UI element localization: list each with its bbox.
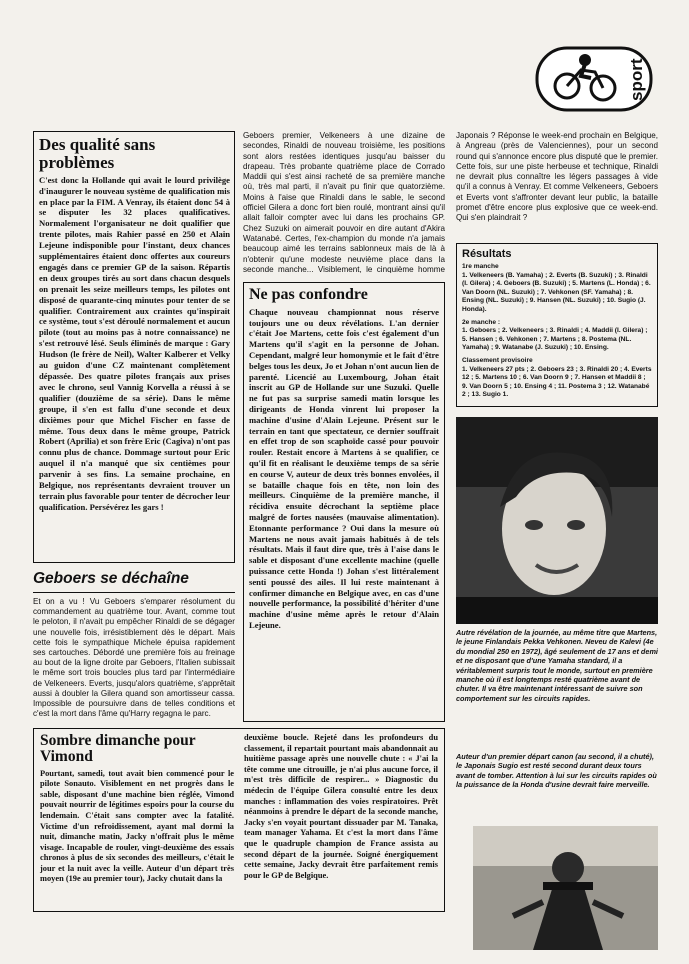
article-geboers-continued xyxy=(243,131,445,273)
caption-vehkonen: Autre révélation de la journée, au même titre que Martens, le jeune Finlandais Pekka Vehkonen. Neveu de Kalevi (4e du mondial 250 en 1972), âgé seulement de 17 ans et demi et ne disposant que d'une Yamaha standard, il a véritablement surpris tout le monde, surtout en première manche où il est longtemps resté quatrième avant de chuter. Il va être maintenant intéressant de suivre son comportement sur les circuits rapides. xyxy=(456,628,658,703)
article-body: Pourtant, samedi, tout avait bien commencé pour le pilote Sonauto. Visiblement en net progrès dans le sable, disposant d'une machine bien réglée, Vimond pouvait nourrir de légitimes espoirs pour la course du lendemain. C'était sans compter avec la fatalité. Victime d'un refroidissement, ayant mal dormi la nuit, dimanche matin, Jacky n'offrait plus le même visage. Incapable de rouler, vingt-deuxième des essais chronos à plus de six secondes des meilleurs, c'était le jour et la nuit avec la veille. Auteur d'un départ très moyen (19e au premier tour), Jacky chutait dans la xyxy=(40,768,234,884)
article-body: Et on a vu ! Vu Geboers s'emparer résolument du commandement au quatrième tour. Avant, comme tout le peloton, il n'avait pu empêcher Rinaldi de se dégager une nouvelle fois, irrésistiblement dès le départ. Mais cette fois le sympathique Michele épuisa rapidement ses cartouches. Débordé une première fois au freinage au bout de la ligne droite par Geboers, l'Italien subissait le même sort trois boucles plus tard par l'intermédiaire de Velkeneers. Everts, jusqu'alors quatrième, s'apprêtait aussi à doubler la Gilera quand son amortisseur cassa. Impossible de poursuivre dans de telles conditions et c'est la mort dans l'âme qu'Harry regagna le parc. xyxy=(33,597,235,719)
article-box-vimond xyxy=(33,728,445,912)
article-box-qualification xyxy=(33,131,235,563)
rider-portrait-icon xyxy=(456,417,658,624)
motocross-rider-icon xyxy=(473,826,658,950)
article-geboers-ending xyxy=(456,131,658,235)
article-body: Chaque nouveau championnat nous réserve toujours une ou deux révélations. L'an dernier c'était Joe Martens, cette fois c'est également d'un Martens qu'il s'agit en la personne de Johan. Cependant, malgré leur homonymie et le fait d'être belges tous les deux, Jo et Johan n'ont aucun lien de parenté. Licencié au Luxembourg, Johan était inscrit au GP de Hollande sur une Suzuki. Quelle ne fut pas sa surprise samedi matin lorsque les dirigeants de Honda vinrent lui proposer la machine d'usine d'Alain Lejeune. Présent sur le terrain en tant que spectateur, ce dernier souffrait en effet trop de son scaphoïde cassé pour pouvoir rouler. Restait encore à Martens à se qualifier, ce qu'il fit en réalisant le deuxième temps de sa série en course V, auteur de deux très bonnes envolées, il se bataille chaque fois en tête, non loin des meilleurs. Cinquième de la première manche, il récidiva ensuite décrochant la septième place malgré de fortes nausées (mauvaise alimentation). Etonnante performance ? Oui dans la mesure où Martens ne nous avait jamais habitués à de tels résultats. Mais il faut dire que, très à l'aise dans le sable et disposant d'une excellente machine (quelle puissance cette Honda !) Johan s'est littéralement senti poussé des ailes. Il lui reste maintenant à confirmer dimanche en Belgique avec, en cas d'une nouvelle performance, la possibilité d'hériter d'une machine d'usine même après le retour d'Alain Lejeune. xyxy=(249,306,439,630)
results-race1: 1. Velkeneers (B. Yamaha) ; 2. Everts (B. Suzuki) ; 3. Rinaldi (I. Gilera) ; 4. Geboers (B. Suzuki) ; 5. Martens (L. Honda) ; 6. Van Doorn (NL. Suzuki) ; 7. Vehkonen (SF. Yamaha) ; 8. Ensing (NL. Suzuki) ; 9. Hansen (NL. Suzuki) ; 10. Sugio (J. Honda). xyxy=(462,271,651,313)
caption-sugio: Auteur d'un premier départ canon (au second, il a chuté), le Japonais Sugio est resté second durant deux tours avant de tomber. Attention à lui sur les circuits rapides où la puissance de la Honda d'usine devrait faire merveille. xyxy=(456,752,657,790)
results-title: Résultats xyxy=(462,248,512,260)
article-title: Ne pas confondre xyxy=(249,286,368,303)
results-race1-heading: 1re manche xyxy=(462,263,499,270)
photo-sugio xyxy=(473,826,658,950)
results-race2-heading: 2e manche : xyxy=(462,318,501,326)
results-race2: 1. Geboers ; 2. Velkeneers ; 3. Rinaldi ; 4. Maddii (I. Gilera) ; 5. Hansen ; 6. Vehkonen ; 7. Martens ; 8. Postema (NL. Yamaha) ; 9. Watanabe (J. Suzuki) ; 10. Ensing. xyxy=(462,327,648,352)
results-standings-heading: Classement provisoire xyxy=(462,356,533,364)
article-title: Sombre dimanche pour Vimond xyxy=(40,732,196,766)
sport-logo-word: sport xyxy=(627,58,646,102)
article-body: C'est donc la Hollande qui avait le lourd privilège d'inaugurer le nouveau système de qualification mis en place par la FIM. A Venray, ils étaient donc 54 à se disputer les 32 places qualificatives. Normalement l'organisateur ne doit qualifier que trente pilotes, mais Rahier passé en 250 et Alain Lejeune indisponible pour l'instant, deux chances supplémentaires étaient donc offertes aux coureurs engagés dans ce premier GP de la saison. Répartis en deux groupes tirés au sort dans chacun desquels on prenait les seize meilleurs temps, les pilotes ont disposé de quarante-cinq minutes pour tenter de se qualifier. Contrairement aux craintes qu'inspirait ce système, tout s'est déroulé normalement et aucun pilote (tout au moins pas à notre connaissance) ne s'est retrouvé lésé. Seuls éliminés de marque : Gary Hudson (le frère de Neil), Walter Kalberer et Velky au guidon d'une CZ maintenant complètement dépassée. Des quatre pilotes français aux prises avec le chrono, seul Vannig Korvella a réussi à se qualifier (douzième de sa série). Dans le même groupe, il s'en est fallu d'une seconde et deux dixièmes pour que Michel Fischer en fasse de même. Tous deux dans le même groupe, Patrick Robert (Aprilia) et son frère Eric (Cagiva) n'ont pas connu plus de chance. Dommage surtout pour Eric auquel il n'a manqué que six centièmes pour parvenir à ses fins. La semaine prochaine, en Belgique, nos représentants devraient trouver un terrain plus favorable pour tenter de décrocher leur qualification. Persévérez les gars ! xyxy=(39,174,230,512)
article-title: Geboers se déchaîne xyxy=(33,570,189,587)
article-box-martens xyxy=(243,282,445,722)
sport-logo xyxy=(535,46,653,112)
article-body: Japonais ? Réponse le week-end prochain en Belgique, à Angreau (près de Valenciennes), pour un second round qui s'annonce encore plus disputé que le premier. Cette fois, sur une piste herbeuse et technique, Rinaldi ne devrait plus connaître les légers passages à vide qu'il a connus à Venray. Et comme Velkeneers, Geboers et Everts vont s'affronter devant leur public, la bataille promet d'être encore plus explosive que ce week-end. Qui s'en plaindrait ? xyxy=(456,131,658,223)
article-title: Des qualité sans problèmes xyxy=(39,135,156,172)
results-standings: 1. Velkeneers 27 pts ; 2. Geboers 23 ; 3. Rinaldi 20 ; 4. Everts 12 ; 5. Martens 10 ; 6. Van Doorn 9 ; 7. Hansen et Maddii 8 ; 9. Van Doorn 5 ; 10. Ensing 4 ; 11. Postema 3 ; 12. Watanabé 2 ; 13. Sugio 1. xyxy=(462,365,652,399)
photo-vehkonen xyxy=(456,417,658,624)
article-body: Geboers premier, Velkeneers à une dizaine de secondes, Rinaldi de nouveau troisième, les positions sont alors restées identiques jusqu'au baisser du drapeau. Très probante quatrième place de Corrado Maddii qui s'est ainsi racheté de sa première manche où, très mal parti, il n'avait pu finir que quatorzième. Moins à l'aise que Rinaldi dans le sable, le second officiel Gilera a donc fort bien roulé, montrant ainsi qu'il allait falloir compter avec lui dans les prochains GP. Chez Suzuki on aimerait pouvoir en dire autant d'Akira Watanabé. Certes, l'ex-champion du monde n'a jamais beaucoup aimé les terrains sablonneux mais de là à n'obtenir qu'une modeste neuvième place dans la seconde manche... Visiblement, le cinquième homme xyxy=(243,131,445,273)
article-geboers xyxy=(33,570,235,720)
results-box xyxy=(456,243,658,407)
article-body-continued: deuxième boucle. Rejeté dans les profondeurs du classement, il repartait pourtant mais abandonnait au huitième passage après une nouvelle chute : « J'ai la tête comme une citrouille, je n'ai plus aucune force, il m'est très difficile de respirer... » Diagnostic du médecin de l'équipe Gilera consulté entre les deux manches : inflammation des voies respiratoires. Prêt néanmoins à prendre le départ de la seconde manche, Jacky s'en voyait pourtant dissuader par M. Tanaka, team manager Yahama. Et c'est la mort dans l'âme que le quadruple champion de France assista au second départ de la journée. Soigné énergiquement cette semaine, Jacky devrait être parfaitement remis pour le GP de Belgique. xyxy=(244,733,438,880)
